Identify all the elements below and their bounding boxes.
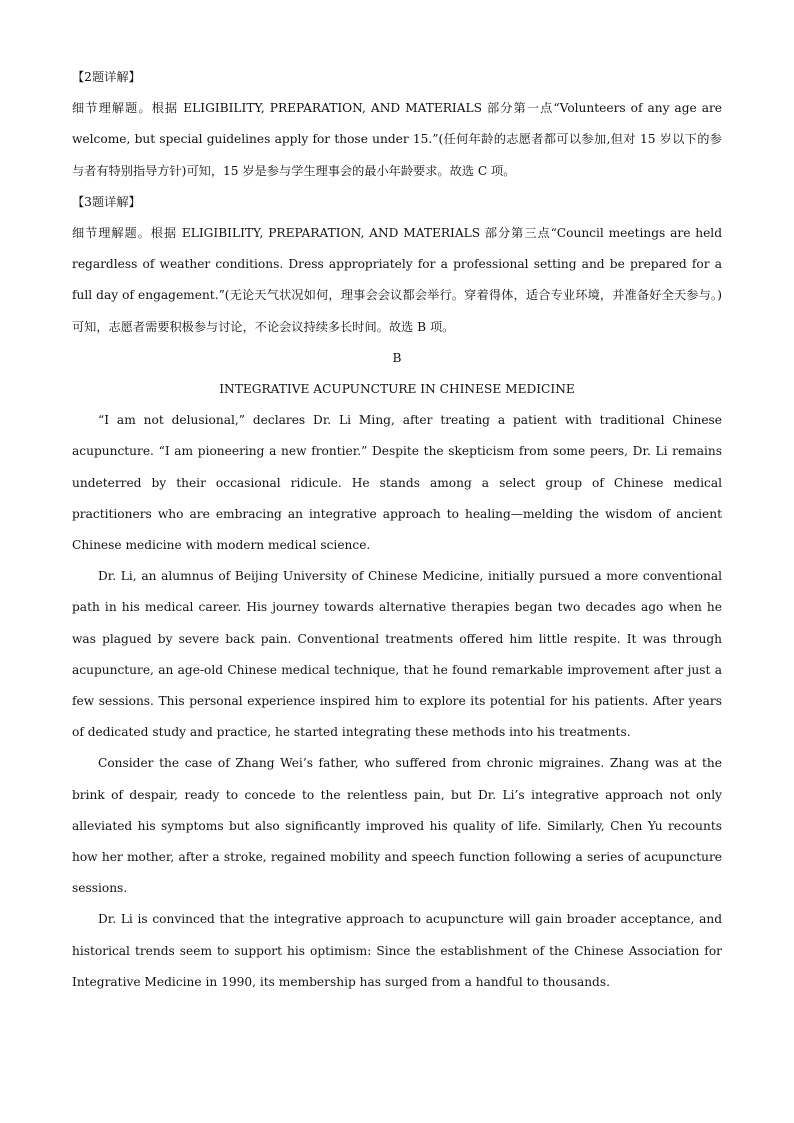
passage-paragraph-4: Dr. Li is convinced that the integrative approach to acupuncture will gain broader acceptance, and historical trends seem to support his optimism: Since the establishment of the Chinese Association for Integrative Medicine in 1990, its membership has surged from a handful to thousands. (72, 912, 722, 989)
passage-title: INTEGRATIVE ACUPUNCTURE IN CHINESE MEDICINE (219, 382, 575, 397)
section-body-q3: 细节理解题。根据 ELIGIBILITY, PREPARATION, AND MATERIALS 部分第三点“Council meetings are held regardless of weather conditions. Dress appropriately for a professional setting and be prepared for a full day of engagement.”(无论天气状况如何，理事会会议都会举行。穿着得体，适合专业环境，并准备好全天参与。)可知，志愿者需要积极参与讨论，不论会议持续多长时间。故选 B 项。 (72, 226, 722, 334)
section-body-q2: 细节理解题。根据 ELIGIBILITY, PREPARATION, AND MATERIALS 部分第一点“Volunteers of any age are welcome, but special guidelines apply for those under 15.”(任何年龄的志愿者都可以参加,但对 15 岁以下的参与者有特别指导方针)可知，15 岁是参与学生理事会的最小年龄要求。故选 C 项。 (72, 101, 722, 178)
passage-paragraph-3: Consider the case of Zhang Wei’s father, who suffered from chronic migraines. Zhang was at the brink of despair, ready to concede to the relentless pain, but Dr. Li’s integrative approach not only alleviated his symptoms but also significantly improved his quality of life. Similarly, Chen Yu recounts how her mother, after a stroke, regained mobility and speech function following a series of acupuncture sessions. (72, 756, 722, 896)
passage-paragraph-2: Dr. Li, an alumnus of Beijing University of Chinese Medicine, initially pursued a more conventional path in his medical career. His journey towards alternative therapies began two decades ago when he was plagued by severe back pain. Conventional treatments offered him little respite. It was through acupuncture, an age-old Chinese medical technique, that he found remarkable improvement after just a few sessions. This personal experience inspired him to explore its potential for his patients. After years of dedicated study and practice, he started integrating these methods into his treatments. (72, 569, 722, 740)
section-heading-q2: 【2题详解】 (72, 70, 141, 84)
document-page (72, 62, 722, 998)
passage-letter: B (392, 350, 402, 365)
section-heading-q3: 【3题详解】 (72, 194, 141, 209)
passage-paragraph-1: “I am not delusional,” declares Dr. Li Ming, after treating a patient with traditional Chinese acupuncture. “I am pioneering a new frontier.” Despite the skepticism from some peers, Dr. Li remains undeterred by their occasional ridicule. He stands among a select group of Chinese medical practitioners who are embracing an integrative approach to healing—melding the wisdom of ancient Chinese medicine with modern medical science. (72, 413, 722, 553)
